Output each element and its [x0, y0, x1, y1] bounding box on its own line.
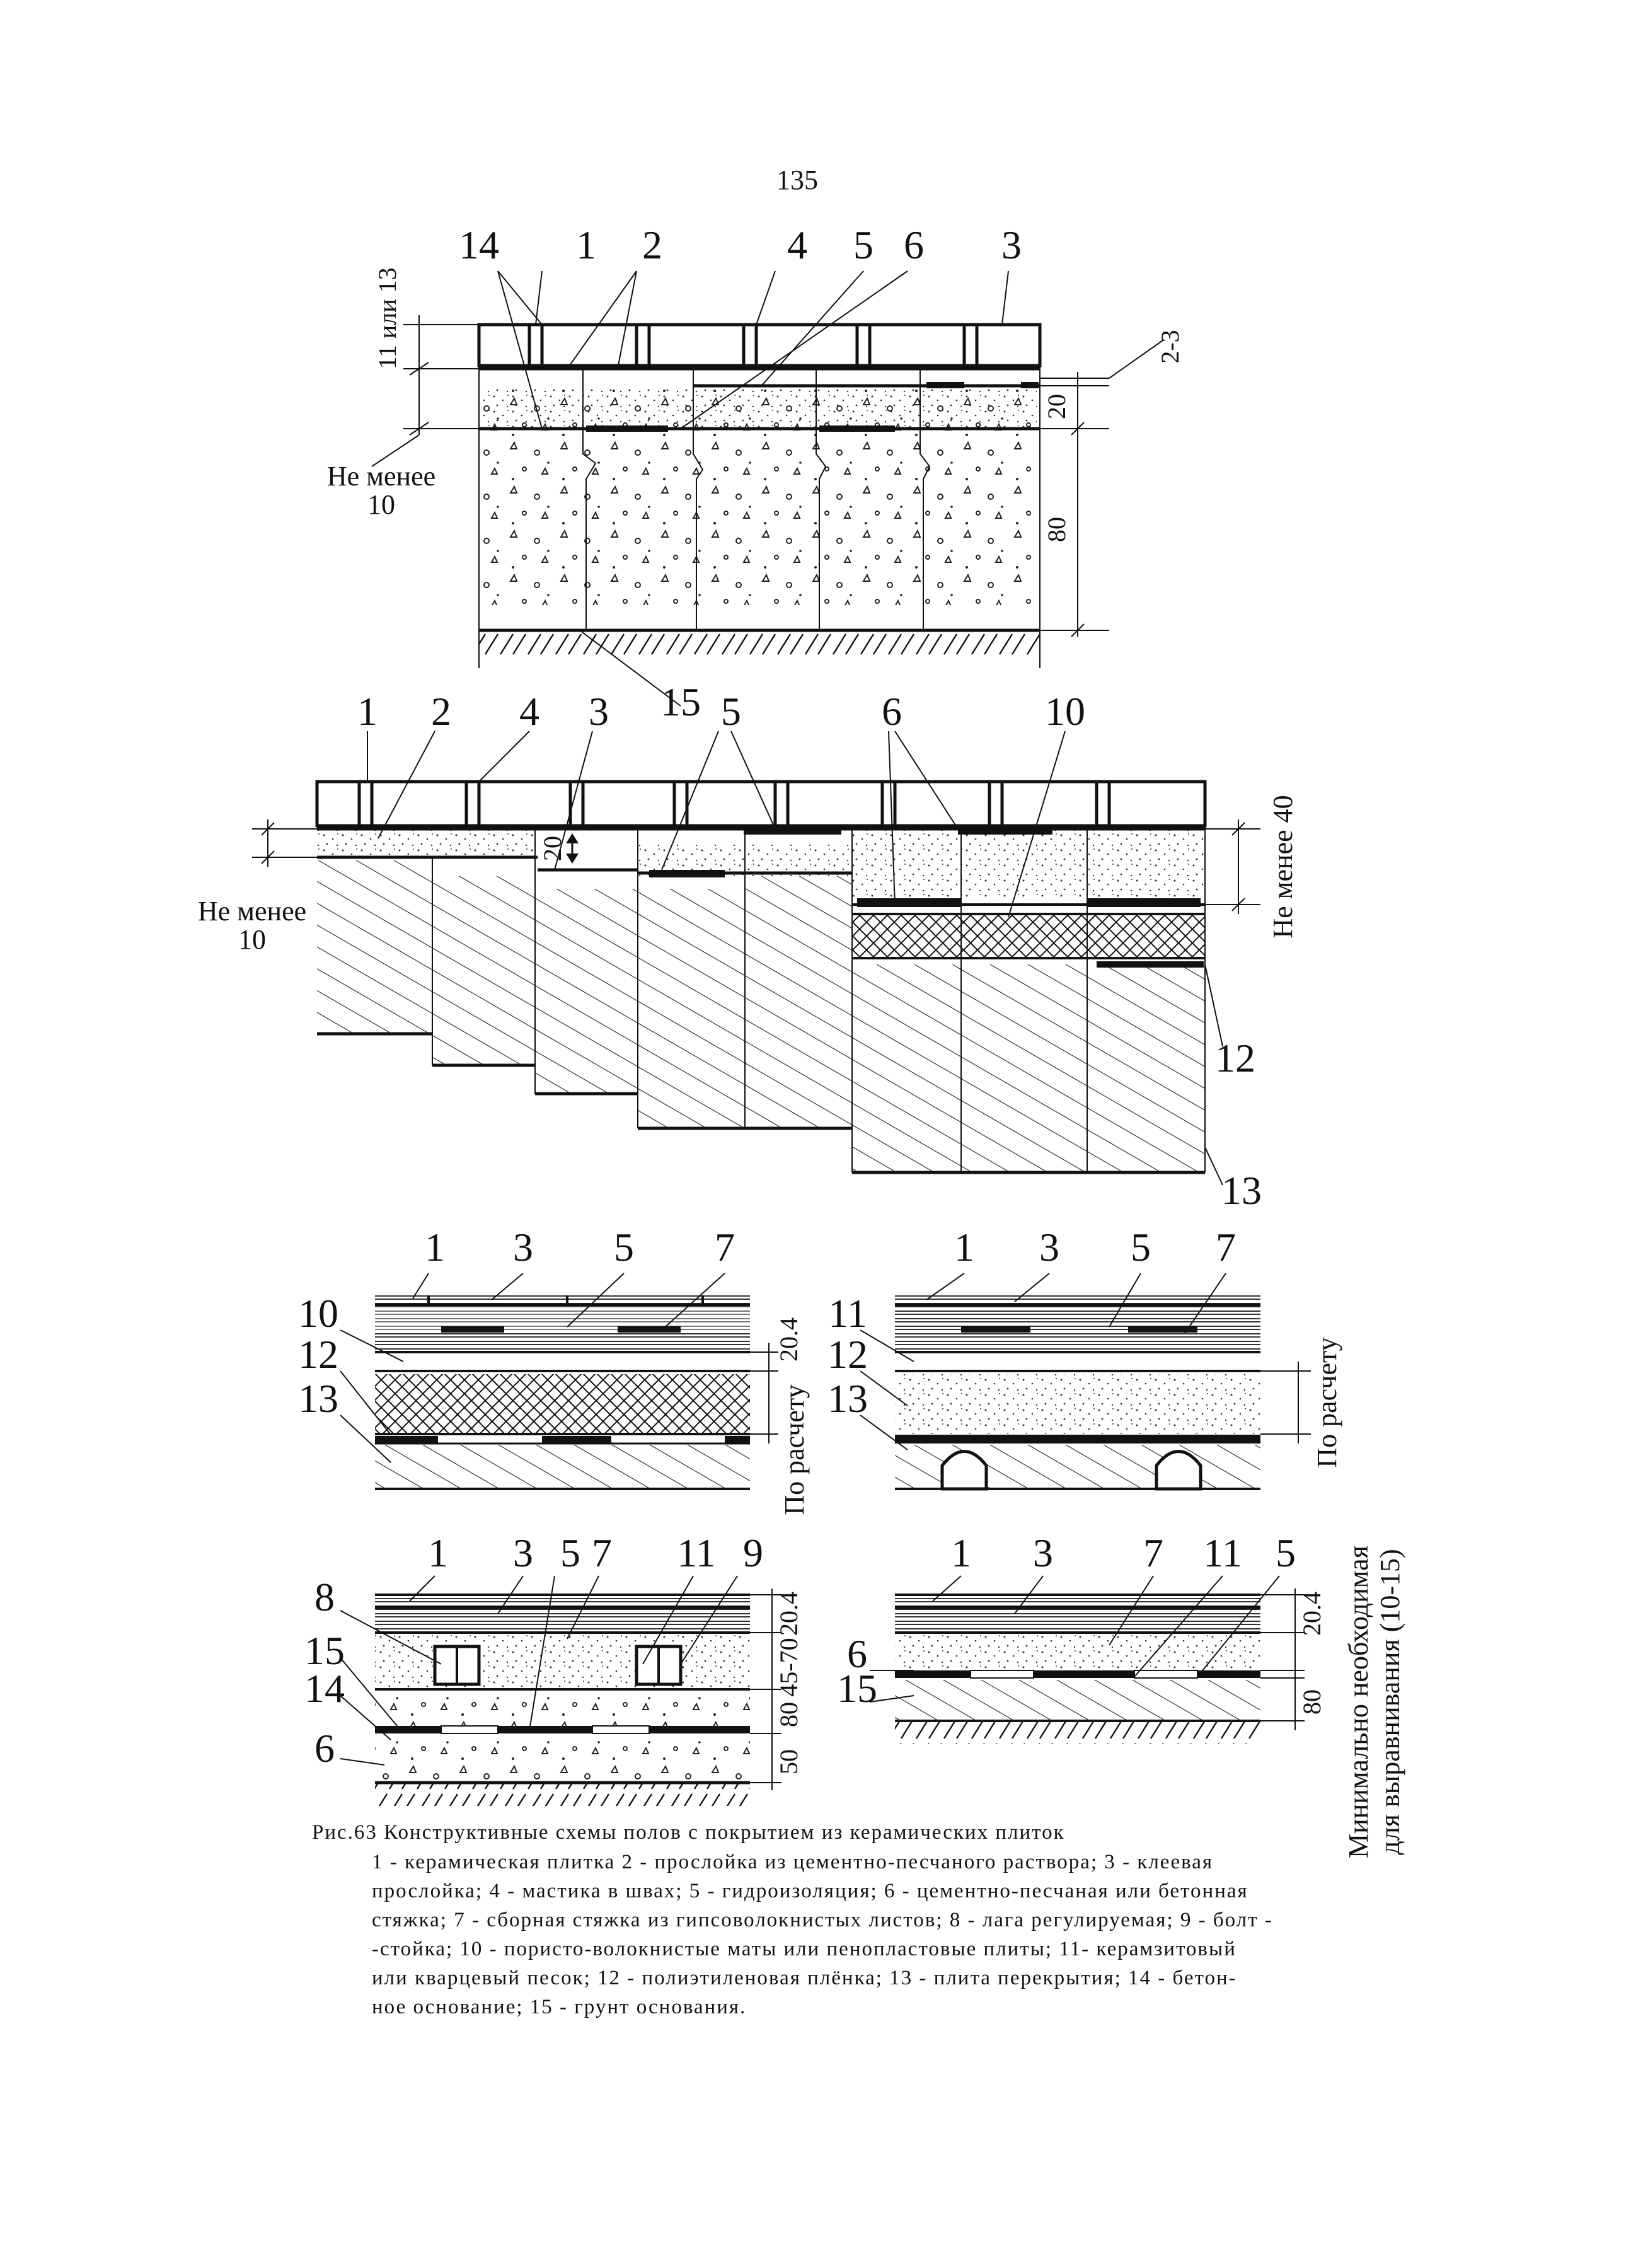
fig6-dim-20-4: 20.4 [1298, 1592, 1326, 1636]
fig3-dim-by-calc: По расчету [779, 1384, 810, 1515]
fig3-label-13: 13 [298, 1376, 338, 1421]
fig2-label-10: 10 [1045, 689, 1085, 734]
fig6-side-note-line2: для выравнивания (10-15) [1375, 1549, 1405, 1855]
fig1-label-4: 4 [787, 223, 807, 267]
fig1-note-line2: 10 [367, 489, 395, 520]
figure-caption-line: 1 - керамическая плитка 2 - прослойка из цементно-песчаного раствора; 3 - клеевая [372, 1851, 1214, 1873]
figure-2 [198, 689, 1298, 1213]
fig4-label-1: 1 [954, 1225, 974, 1270]
fig2-dim-not-less-40: Не менее 40 [1267, 795, 1298, 939]
fig5-label-8: 8 [314, 1575, 335, 1619]
fig1-note-line1: Не менее [326, 461, 436, 492]
fig3-label-10: 10 [298, 1291, 338, 1336]
page-number: 135 [776, 165, 818, 195]
fig5-label-6: 6 [314, 1726, 335, 1771]
fig1-label-2: 2 [642, 223, 662, 267]
fig4-label-13: 13 [827, 1376, 868, 1421]
fig6-label-7: 7 [1143, 1530, 1163, 1575]
fig1-label-1: 1 [576, 223, 596, 267]
figure-3 [298, 1225, 810, 1515]
fig4-label-5: 5 [1131, 1225, 1151, 1270]
fig5-label-3: 3 [513, 1530, 533, 1575]
fig5-dim-80: 80 [775, 1702, 803, 1727]
fig3-label-7: 7 [715, 1225, 735, 1270]
fig6-side-note-line1: Минимально необходимая [1343, 1546, 1374, 1858]
fig1-label-14: 14 [459, 223, 499, 267]
fig4-label-3: 3 [1039, 1225, 1059, 1270]
fig5-label-5: 5 [560, 1530, 580, 1575]
fig5-label-14: 14 [304, 1666, 345, 1711]
fig6-label-6: 6 [847, 1631, 867, 1676]
fig6-label-15: 15 [837, 1666, 877, 1711]
fig3-label-3: 3 [513, 1225, 533, 1270]
fig4-label-11: 11 [828, 1291, 867, 1336]
fig6-dim-80: 80 [1298, 1689, 1326, 1715]
fig1-label-5: 5 [853, 223, 873, 267]
fig2-label-5: 5 [721, 689, 741, 734]
fig3-label-1: 1 [425, 1225, 445, 1270]
fig5-label-7: 7 [592, 1530, 612, 1575]
fig1-label-6: 6 [904, 223, 924, 267]
fig6-label-5: 5 [1276, 1530, 1296, 1575]
fig1-dim-glue: 2-3 [1156, 330, 1184, 364]
figure-caption-line: прослойка; 4 - мастика в швах; 5 - гидроизоляция; 6 - цементно-песчаная или бетонная [372, 1880, 1248, 1902]
fig5-dim-50: 50 [775, 1749, 803, 1774]
figure-caption-line: или кварцевый песок; 12 - полиэтиленовая плёнка; 13 - плита перекрытия; 14 - бетон- [372, 1967, 1237, 1989]
fig2-label-3: 3 [589, 689, 609, 734]
figure-6 [837, 1530, 1405, 1858]
figure-5 [304, 1530, 803, 1806]
fig5-label-1: 1 [428, 1530, 448, 1575]
fig5-dim-20-4: 20.4 [775, 1592, 803, 1636]
fig2-note-line1: Не менее [197, 896, 307, 927]
figure-caption-title: Рис.63 Конструктивные схемы полов с покрытием из керамических плиток [312, 1821, 1065, 1844]
fig4-dim-by-calc: По расчету [1312, 1337, 1342, 1468]
fig2-label-1: 1 [357, 689, 378, 734]
fig5-label-11: 11 [677, 1530, 716, 1575]
fig2-label-2: 2 [431, 689, 451, 734]
fig3-dim-20-4: 20.4 [775, 1317, 803, 1362]
fig2-dim-20: 20 [538, 836, 567, 861]
figure-caption-line: ное основание; 15 - грунт основания. [372, 1996, 747, 2018]
figure-caption-line: стяжка; 7 - сборная стяжка из гипсоволокнистых листов; 8 - лага регулируемая; 9 - болт - [372, 1909, 1273, 1931]
figure-caption-line: -стойка; 10 - пористо-волокнистые маты или пенопластовые плиты; 11- керамзитовый [372, 1938, 1237, 1960]
fig2-label-13: 13 [1221, 1168, 1262, 1213]
fig2-note-line2: 10 [238, 924, 266, 955]
fig6-label-1: 1 [951, 1530, 971, 1575]
fig5-label-15: 15 [304, 1628, 345, 1673]
figure-4 [827, 1225, 1342, 1489]
fig5-label-9: 9 [743, 1530, 763, 1575]
fig1-label-3: 3 [1001, 223, 1022, 267]
fig3-label-12: 12 [298, 1332, 338, 1377]
fig1-dim-tile: 11 или 13 [373, 267, 401, 369]
fig3-label-5: 5 [614, 1225, 634, 1270]
fig1-label-15: 15 [660, 680, 701, 724]
fig6-label-3: 3 [1033, 1530, 1053, 1575]
fig1-dim-80: 80 [1042, 517, 1071, 542]
fig1-dim-20: 20 [1042, 394, 1071, 419]
fig2-label-12: 12 [1215, 1036, 1255, 1080]
figure-1 [327, 223, 1184, 724]
fig6-label-11: 11 [1203, 1530, 1242, 1575]
fig4-label-7: 7 [1216, 1225, 1236, 1270]
fig2-label-6: 6 [882, 689, 902, 734]
fig5-dim-45-70: 45-70 [775, 1638, 803, 1697]
fig2-label-4: 4 [519, 689, 539, 734]
fig4-label-12: 12 [827, 1332, 868, 1377]
